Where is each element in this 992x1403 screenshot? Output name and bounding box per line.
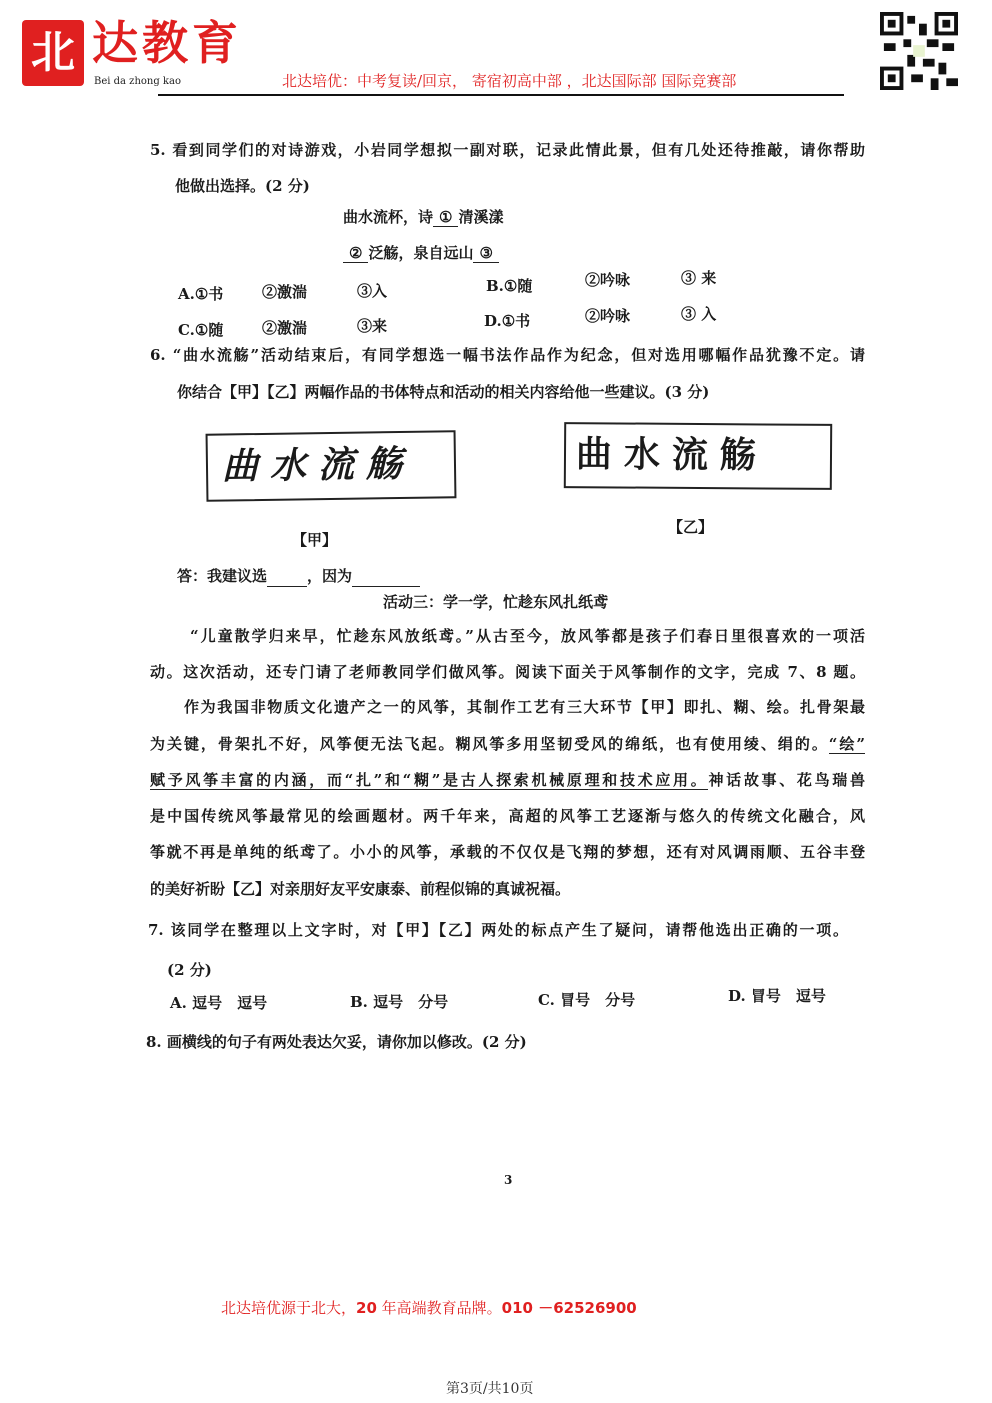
passage-line4: 是中国传统风筝最常见的绘画题材。两千年来，高超的风筝工艺逐渐与悠久的传统文化融合，风 <box>150 807 865 825</box>
calligraphy-jia: 曲水流觞 <box>206 430 457 501</box>
q7-option-b[interactable]: B. 逗号 分号 <box>350 993 449 1011</box>
underlined-sentence: 赋予风筝丰富的内涵，而“扎”和“糊”是古人探索机械原理和技术应用。 <box>150 771 709 789</box>
exam-page: 北 达教育 Bei da zhong kao 北达培优：中考复读/回京， 寄宿初高中部 ，北达国际部 国际竞赛部 5. 看到同学们的对诗游戏，小岩同学想拟一副对联，记录此情此景，但有几处还待推敲，请你帮助 他做出选择。(2 分) 曲水流杯，诗 ① 清溪漾 ② 泛觞，泉自远山 ③ A.①书 ②激湍 ③入 B.①随 ②吟咏 ③ 来 C.①随 ②激湍 ③来 D.①书 ②吟咏 ③ 入 6. “曲水流觞”活动结束后，有同学想选一幅书法作品作为纪念，但对选用哪幅作品犹豫不定。请 你结合【甲】【乙】两幅作品的书体特点和活动的相关内容给他一些建议。(3 分) 曲水流觞 曲水流觞 【甲】 【乙】 答：我建议选 ，因为 活动三：学一学，忙趁东风扎纸鸢 “儿童散学归来早，忙趁东风放纸鸢。”从古至今，放风筝都是孩子们春日里很喜欢的一项活 动。这次活动，还专门请了老师教同学们做风筝。阅读下面关于风筝制作的文字，完成 7、8 题。 作为我国非物质文化遗产之一的风筝，其制作工艺有三大环节【甲】即扎、糊、绘。扎骨架最 为关键，骨架扎不好，风筝便无法飞起。糊风筝多用坚韧受风的绵纸，也有使用绫、绢的。“绘” 赋予风筝丰富的内涵，而“扎”和“糊”是古人探索机械原理和技术应用。神话故事、花鸟瑞兽 是中国传统风筝最常见的绘画题材。两千年来，高超的风筝工艺逐渐与悠久的传统文化融合，风 筝就不再是单纯的纸鸢了。小小的风筝，承载的不仅仅是飞翔的梦想，还有对风调雨顺、五谷丰登 的美好祈盼【乙】对亲朋好友平安康泰、前程似锦的真诚祝福。 7. 该同学在整理以上文字时，对【甲】【乙】两处的标点产生了疑问，请帮他选出正确的一项。 (2 分) A. 逗号 逗号 B. 逗号 分号 C. 冒号 分号 D. 冒号 逗号 8. 画横线的句子有两处表达欠妥，请你加以修改。(2 分) 3 北达培优源于北大，20 年高端教育品牌。010 －62526900 第3页/共10页 <box>0 0 992 1403</box>
header-tagline: 北达培优：中考复读/回京， 寄宿初高中部 ，北达国际部 国际竞赛部 <box>282 72 737 90</box>
q5-couplet-line2: ② 泛觞，泉自远山 ③ <box>343 243 499 263</box>
passage-line1: 作为我国非物质文化遗产之一的风筝，其制作工艺有三大环节【甲】即扎、糊、绘。扎骨架最 <box>184 698 865 716</box>
passage-line5: 筝就不再是单纯的纸鸢了。小小的风筝，承载的不仅仅是飞翔的梦想，还有对风调雨顺、五谷丰登 <box>150 843 865 861</box>
page-indicator: 第3页/共10页 <box>446 1381 534 1397</box>
intro-line1: “儿童散学归来早，忙趁东风放纸鸢。”从古至今，放风筝都是孩子们春日里很喜欢的一项活 <box>190 627 865 645</box>
q7-option-a[interactable]: A. 逗号 逗号 <box>170 994 268 1012</box>
label-jia: 【甲】 <box>292 531 338 549</box>
q7-option-d[interactable]: D. 冒号 逗号 <box>728 987 826 1005</box>
q6-stem-line2: 你结合【甲】【乙】两幅作品的书体特点和活动的相关内容给他一些建议。(3 分) <box>177 383 710 401</box>
logo-mark: 北 <box>22 20 84 86</box>
q8-stem: 8. 画横线的句子有两处表达欠妥，请你加以修改。(2 分) <box>146 1033 527 1051</box>
q7-stem-line1: 7. 该同学在整理以上文字时，对【甲】【乙】两处的标点产生了疑问，请帮他选出正确的一项。 <box>148 921 848 939</box>
qr-code-icon <box>878 12 960 90</box>
footer-promo: 北达培优源于北大，20 年高端教育品牌。010 －62526900 <box>221 1299 637 1317</box>
scan-page-number: 3 <box>504 1173 513 1187</box>
q5-stem-line2: 他做出选择。(2 分) <box>175 177 310 195</box>
q7-stem-line2: (2 分) <box>167 961 212 979</box>
header-divider <box>158 94 844 96</box>
q5-couplet-line1: 曲水流杯，诗 ① 清溪漾 <box>343 208 504 226</box>
logo-subtitle: Bei da zhong kao <box>94 76 181 87</box>
label-yi: 【乙】 <box>668 518 714 536</box>
calligraphy-yi: 曲水流觞 <box>564 422 832 490</box>
passage-line2: 为关键，骨架扎不好，风筝便无法飞起。糊风筝多用坚韧受风的绵纸，也有使用绫、绢的。“绘” <box>150 735 865 753</box>
logo-text: 达教育 <box>92 16 242 70</box>
intro-line2: 动。这次活动，还专门请了老师教同学们做风筝。阅读下面关于风筝制作的文字，完成 7、8 题。 <box>150 663 865 681</box>
q6-answer-line: 答：我建议选 ，因为 <box>177 566 420 587</box>
activity3-title: 活动三：学一学，忙趁东风扎纸鸢 <box>383 593 609 611</box>
q5-stem-line1: 5. 看到同学们的对诗游戏，小岩同学想拟一副对联，记录此情此景，但有几处还待推敲，请你帮助 <box>150 141 865 159</box>
q7-option-c[interactable]: C. 冒号 分号 <box>538 991 636 1009</box>
q6-stem-line1: 6. “曲水流觞”活动结束后，有同学想选一幅书法作品作为纪念，但对选用哪幅作品犹豫不定。请 <box>150 346 865 364</box>
passage-line3: 赋予风筝丰富的内涵，而“扎”和“糊”是古人探索机械原理和技术应用。神话故事、花鸟瑞兽 <box>150 771 865 789</box>
passage-line6: 的美好祈盼【乙】对亲朋好友平安康泰、前程似锦的真诚祝福。 <box>150 880 571 898</box>
